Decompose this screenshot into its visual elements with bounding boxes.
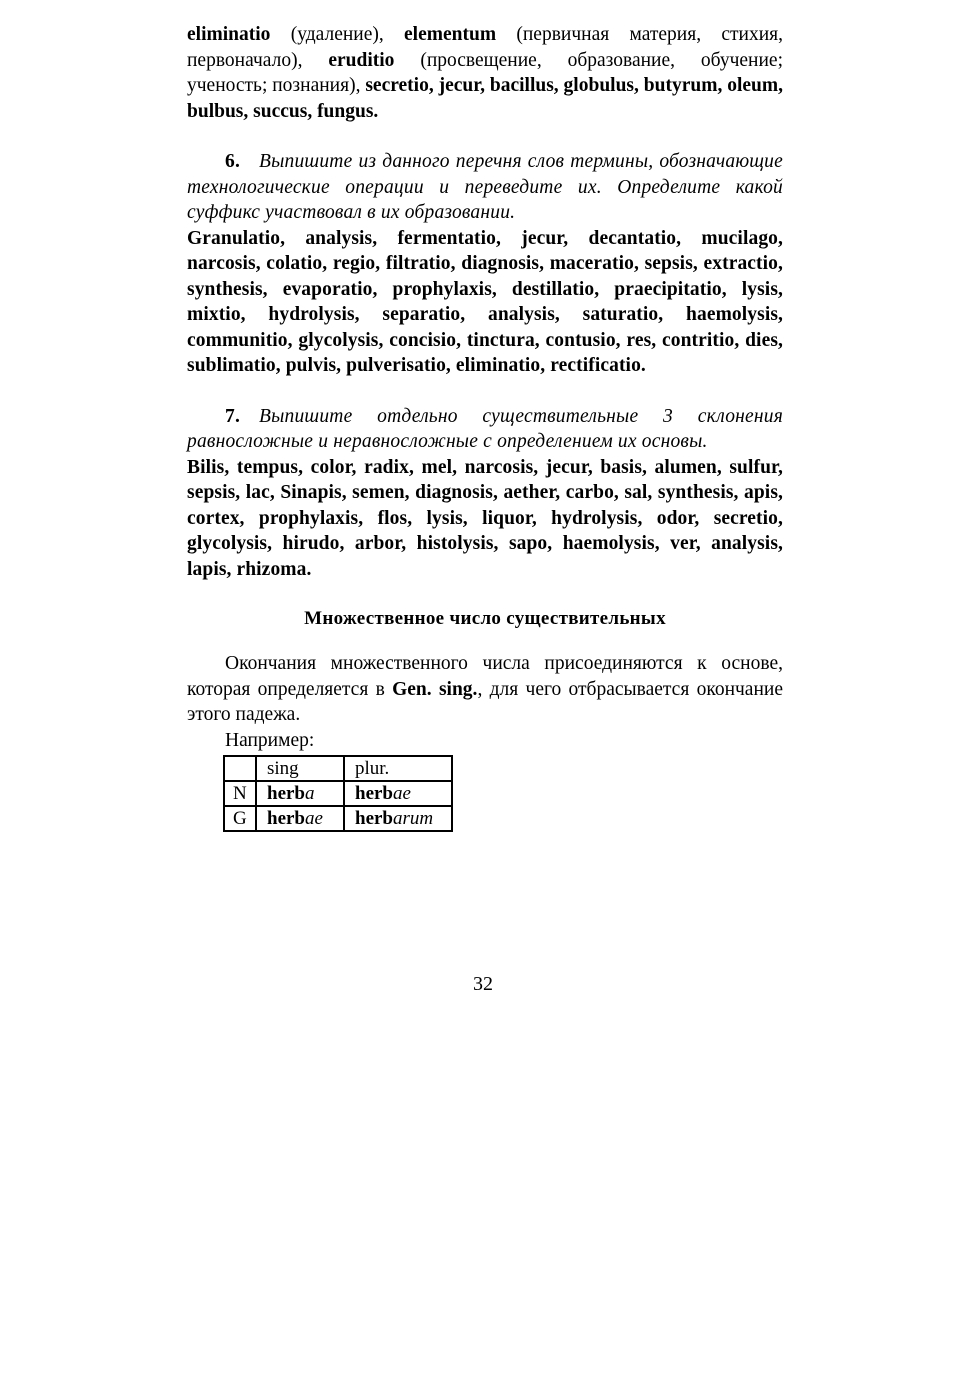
intro-term-list: secretio, jecur, bacillus, globulus, butyrum, oleum, bulbus, succus, fungus. — [187, 75, 783, 122]
section-title: Множественное число существительных — [304, 608, 666, 629]
task-6-word-list: Granulatio, analysis, fermentatio, jecur, decantatio, mucilago, narcosis, colatio, regio, filtratio, diagnosis, maceratio, sepsis, extractio, synthesis, evaporatio, prophylaxis, destillatio, praecipitatio, lysis, mixtio, hydrolysis, separatio, analysis, saturatio, haemolysis, communitio, glycolysis, concisio, tinctura, contusio, res, contritio, dies, sublimatio, pulvis, pulverisatio, eliminatio, rectificatio. — [187, 227, 783, 376]
task-6-instruction — [187, 149, 783, 226]
word-ending: arum — [393, 808, 434, 829]
task-7-number: 7. — [225, 405, 241, 427]
section-body-text: Окончания множественного числа присоединяются к основе, которая определяется в — [187, 653, 783, 700]
table-case-cell: G — [224, 806, 256, 831]
task-7-instruction — [187, 404, 783, 455]
table-row — [224, 806, 452, 831]
spacer — [187, 379, 783, 404]
table-cell — [256, 806, 344, 831]
table-header-plur: plur. — [344, 756, 452, 781]
table-cell — [344, 781, 452, 806]
task-7-text: Выпишите отдельно существительные 3 склонения равносложные и неравносложные с определением их основы. — [187, 405, 783, 452]
intro-term: elementum — [404, 24, 497, 45]
declension-table — [223, 755, 453, 832]
task-7-word-list: Bilis, tempus, color, radix, mel, narcosis, jecur, basis, alumen, sulfur, sepsis, lac, Sinapis, semen, diagnosis, aether, carbo, sal, synthesis, apis, cortex, prophylaxis, flos, lysis, liquor, hydrolysis, odor, secretio, glycolysis, hirudo, arbor, histolysis, sapo, haemolysis, ver, analysis, lapis, rhizoma. — [187, 456, 783, 580]
table-case-cell: N — [224, 781, 256, 806]
intro-text: (первичная материя, стихия, первоначало), — [187, 24, 783, 71]
table-row — [224, 781, 452, 806]
intro-term: eruditio — [328, 49, 395, 71]
word-ending: a — [305, 783, 315, 804]
word-stem: herb — [267, 783, 305, 804]
section-body-case: Gen. sing. — [392, 678, 478, 700]
spacer — [187, 124, 783, 149]
section-body — [187, 651, 783, 728]
intro-text: (просвещение, образование, обучение; ученость; познания), — [187, 49, 783, 96]
example-label: Например: — [225, 729, 315, 751]
word-ending: ae — [393, 783, 411, 804]
task-6-text: Выпишите из данного перечня слов термины, обозначающие технологические операции и переведите их. Определите какой суффикс участвовал в их образовании. — [187, 151, 783, 223]
table-header-row — [224, 756, 452, 781]
table-header-cell — [224, 756, 256, 781]
page-number: 32 — [473, 973, 493, 995]
page-body — [187, 22, 783, 832]
table-header-sing: sing — [256, 756, 344, 781]
word-ending: ae — [305, 808, 323, 829]
word-stem: herb — [267, 808, 305, 829]
table-cell — [256, 781, 344, 806]
intro-paragraph — [187, 22, 783, 124]
intro-term: eliminatio — [187, 24, 271, 45]
word-stem: herb — [355, 808, 393, 829]
intro-text: (удаление), — [270, 24, 405, 45]
task-6-number: 6. — [225, 151, 241, 172]
table-cell — [344, 806, 452, 831]
section-body-text: , для чего отбрасывается окончание этого падежа. — [187, 678, 783, 725]
word-stem: herb — [355, 783, 393, 804]
